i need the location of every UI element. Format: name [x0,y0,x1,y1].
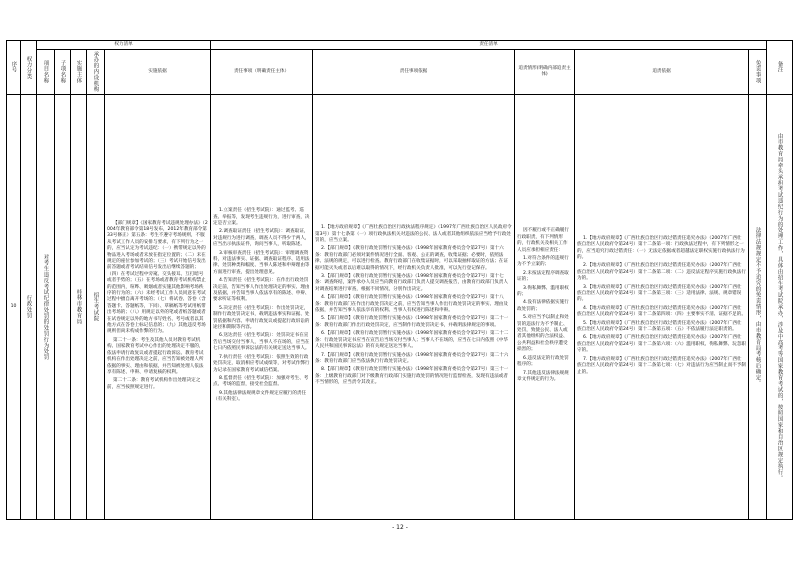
duty-item-paragraph: 6.送达责任（招生考试院）：处罚决定书在宣告后当场交付当事人，当事人不在场的，应当在七日内依照民事诉讼法的有关规定送达当事人。 [213,333,310,352]
header-category: 权力分类 [21,41,37,95]
duty-item-paragraph: 4.告知责任（招生考试院）：在作出行政处罚决定前，告知当事人作出处理决定的事实、理由及依据，并告知当事人依法享有的陈述、申辩、要求听证等权利。 [213,278,310,303]
row-subject: 桂林市教育局 [71,94,87,519]
row-sub-item-name [55,94,71,519]
cooperation-paragraph: 3.徇私舞弊、滥用职权的； [517,285,569,298]
header-accountability-basis: 追责依据 [575,50,749,94]
accountability-paragraph: 7.【地方政府规章】《广西壮族自治区行政过错责任追究办法》（2007年广西壮族自治区人民政府令第24号）第十二条第七项：（七）对违法行为应当制止而不予制止的。 [577,356,746,375]
impl-basis-paragraph: 第二十二条：教育考试机构作出处理决定之前，应当按照规定进行。 [107,378,201,390]
accountability-paragraph: 1.【地方政府规章】《广西壮族自治区行政过错责任追究办法》（2007年广西壮族自治区人民政府令第24号）第十二条第一项：行政执法过程中，有下列情形之一的，应当追究行政过错责任：（一）无法定依据或者超越法定职权实施行政执法行为的。 [577,235,745,261]
header-group-duty: 责任清单 [211,41,767,50]
row-remark: 由市教育局牵头承担考试违纪行为的处理工作，具体由招生考试院承办，涉及中高考等国家教育考试的，按照国家和自治区规定执行。 [767,94,793,519]
cooperation-paragraph: 因不履行或不正确履行行政职责，有下列情形的，行政机关及相关工作人员应承担相应责任： [517,228,569,253]
cooperation-paragraph: 7.其他违反法律法规规章文件规定的行为。 [517,370,569,382]
duty-item-paragraph: 2.调查取证责任（招生考试院）：调查取证，对违规行为进行调查，调查人员不得少于两人，应当出示执法证件，询问当事人，听取陈述。 [213,229,310,248]
row-category: 行政处罚 [21,94,37,519]
duty-item-paragraph: 3.审核审查责任（招生考试院）：审理调查资料，对违法事实、证据、调查取证程序、适用法律、处罚种类和幅度、当事人陈述和申辩理由等方面进行审查，提出处理意见。 [213,250,310,275]
duty-basis-paragraph: 8.【部门规章】《教育行政处罚暂行实施办法》（1998年国家教育委员会令第27号）第三十一条：上级教育行政部门对下级教育行政部门实施行政处罚的情况进行监督检查，发现有违法或者不当情形的，应当责令其改正。 [315,367,509,386]
row-item-name: 对考生违反考试纪律处罚的处罚行为处罚 [37,94,55,519]
header-subject: 实施主体 [71,50,87,94]
header-group-power: 权力清单 [37,41,211,50]
duty-list-table [6,40,793,520]
header-internal: 承办的内设机构 [87,50,105,94]
impl-basis-paragraph: 第二十一条：考生及其他人员对教育考试机构、国家教育考试中心作出的处理决定不服的，依法申请行政复议或者提起行政诉讼。教育考试机构在作出处理决定之前，应当告知被处理人所依据的事实、理由和依据，并告知被处理人依法享有陈述、申辩、申请复核的权利。 [107,337,204,375]
duty-item-paragraph: 7.执行责任（招生考试院）：依照生效的行政处罚决定，取消相应考试成绩等，对考试作弊行为记录在国家教育考试诚信档案。 [213,354,310,373]
header-item-name: 项目名称 [37,50,55,94]
row-accountability-basis [575,94,749,519]
row-seq: 10 [7,94,21,519]
duty-item-paragraph: 5.决定责任（招生考试院）：作出处罚决定，制作行政处罚决定书，载明违法事实和证据、处罚依据和内容、申请行政复议或提起行政诉讼的途径和期限等内容。 [213,305,310,331]
duty-basis-paragraph: 6.【部门规章】《教育行政处罚暂行实施办法》（1998年国家教育委员会令第27号）第二十二条：行政处罚决定书应当在宣告后当场交付当事人；当事人不在场的，应当在七日内依照《中华人民共和国民事诉讼法》的有关规定送达当事人。 [315,331,509,350]
duty-basis-paragraph: 1.【地方政府规章】《广西壮族自治区行政执法程序规定》（1997年广西壮族自治区人民政府令第3号）第十七条第（一）项行政执法机关对违法的公民、法人或者其他组织依法应当给予行政处罚的，应当立案。 [315,225,512,243]
page-number: - 12 - [392,524,408,531]
accountability-paragraph: 5.【地方政府规章】《广西壮族自治区行政过错责任追究办法》（2007年广西壮族自治区人民政府令第24号）第十二条第五项：（五）不依法履行法定职责的。 [577,320,742,333]
header-impl-basis: 实施依据 [105,50,211,94]
header-exempt: 免责事项 [749,50,767,94]
row-cooperation [515,94,575,519]
cooperation-paragraph: 4.没有法律依据实施行政处罚的； [517,300,569,312]
header-duty-item: 责任事项（明确责任主体） [211,50,313,94]
accountability-paragraph: 2.【地方政府规章】《广西壮族自治区行政过错责任追究办法》（2007年广西壮族自治区人民政府令第24号）第十二条第二项：（二）违反法定程序实施行政执法行为的。 [577,263,746,282]
duty-basis-paragraph: 2.【部门规章】《教育行政处罚暂行实施办法》（1998年国家教育委员会令第27号）第十六条：教育行政部门必须对案件情况进行全面、客观、公正的调查，收集证据；必要时，依照法律、法规的规定，可以进行检查。教育行政部门在收集证据时，可以采取抽样取证的方法；在证据可能灭失或者以后难以取得的情况下，经行政机关负责人批准，可以先行登记保存。 [315,246,508,271]
header-duty-basis: 责任事项依据 [313,50,515,94]
duty-item-paragraph: 9.其他法律法规规章文件规定应履行的责任（有关科室）。 [213,390,307,403]
row-internal: 招生考试院 [87,94,105,519]
header-remark: 备注 [767,41,793,95]
duty-basis-paragraph: 7.【部门规章】《教育行政处罚暂行实施办法》（1998年国家教育委员会令第27号）第二十六条：教育行政部门应当依法执行行政处罚决定。 [315,352,509,364]
impl-basis-paragraph: 【部门规章】《国家教育考试违规处理办法》（2004年教育部令第18号发布，2012年教育部令第33号修正）第五条：考生不遵守考场规则，不服从考试工作人员的安排与要求，有下列行为之一的，应当认定为考试违纪：（一）携带规定以外的物品进入考场或者未放在指定位置的；（二）未在规定的座位参加考试的；（三）考试开始信号发出前答题或者考试结束信号发出后继续答题的；（四）在考试过程中旁窥、交头接耳、互打暗号或者手势的；（五）在考场或者教育考试机构禁止的范围内，喧哗、吸烟或者实施其他影响考场秩序的行为的；（六）未经考试工作人员同意在考试过程中擅自离开考场的；（七）将试卷、答卷（含答题卡、答题纸等，下同）、草稿纸等考试用纸带出考场的；（八）用规定以外的笔或者纸答题或者在试卷规定以外的地方书写姓名、考号或者以其他方式在答卷上标记信息的；（九）其他违反考场规则但尚未构成作弊的行为。 [107,220,208,335]
row-impl-basis [105,94,211,519]
accountability-paragraph: 4.【地方政府规章】《广西壮族自治区行政过错责任追究办法》（2007年广西壮族自治区人民政府令第24号）第十二条第四项：（四）主要事实不清、证据不足的。 [577,305,746,318]
accountability-paragraph: 3.【地方政府规章】《广西壮族自治区行政过错责任追究办法》（2007年广西壮族自治区人民政府令第24号）第十二条第三项：（三）适用法律、法规、规章错误的。 [577,284,742,303]
row-duty-basis [313,94,515,519]
cooperation-paragraph: 2.未按法定程序调查取证的； [517,270,569,283]
table-row [7,94,793,519]
duty-item-paragraph: 1.立案责任（招生考试院）：通过监考、巡查、举报等，发现考生违规行为，进行审查，决定是否立案。 [213,208,310,226]
duty-basis-paragraph: 5.【部门规章】《教育行政处罚暂行实施办法》（1998年国家教育委员会令第27号）第二十一条：教育行政部门作出行政处罚决定，应当制作行政处罚决定书，并载明法律规定的事项。 [315,316,509,328]
accountability-paragraph: 6.【地方政府规章】《广西壮族自治区行政过错责任追究办法》（2007年广西壮族自治区人民政府令第24号）第十二条第六项：（六）滥用职权、徇私舞弊、玩忽职守的。 [577,335,746,354]
duty-item-paragraph: 8.监督责任（招生考试院）：加强对考生、考点、考场的监督，接受社会监督。 [213,375,309,388]
duty-basis-paragraph: 4.【部门规章】《教育行政处罚暂行实施办法》（1998年国家教育委员会令第27号）第十八条：教育行政部门在作出行政处罚决定之前，应当告知当事人作出行政处罚决定的事实、理由及依据，并告知当事人依法享有的权利。当事人有权进行陈述和申辩。 [315,295,508,314]
duty-basis-paragraph: 3.【部门规章】《教育行政处罚暂行实施办法》（1998年国家教育委员会令第27号）第十七条：调查终结，案件承办人员应当向教育行政部门负责人提交调查报告，由教育行政部门负责人对调查结果进行审查，根据不同情况，分别作出决定。 [315,274,508,292]
header-cooperation: 追责情形(明确内部追责主体) [515,50,575,94]
cooperation-paragraph: 6.违反法定的行政处罚程序的； [517,355,569,368]
row-duty-items [211,94,313,519]
row-exempt: 法律法规规定不予追究的免责情形，由市教育局考核后确定。 [749,94,767,519]
header-seq: 序号 [7,41,21,95]
header-sub-item-name: 子项名称 [55,50,71,94]
cooperation-paragraph: 5.对应当予以制止和处罚的违法行为不予制止、处罚，致使公民、法人或者其他组织的合法权益、公共利益和社会秩序遭受损害的； [517,315,569,353]
cooperation-paragraph: 1.对符合条件的违规行为不予立案的； [517,256,569,268]
